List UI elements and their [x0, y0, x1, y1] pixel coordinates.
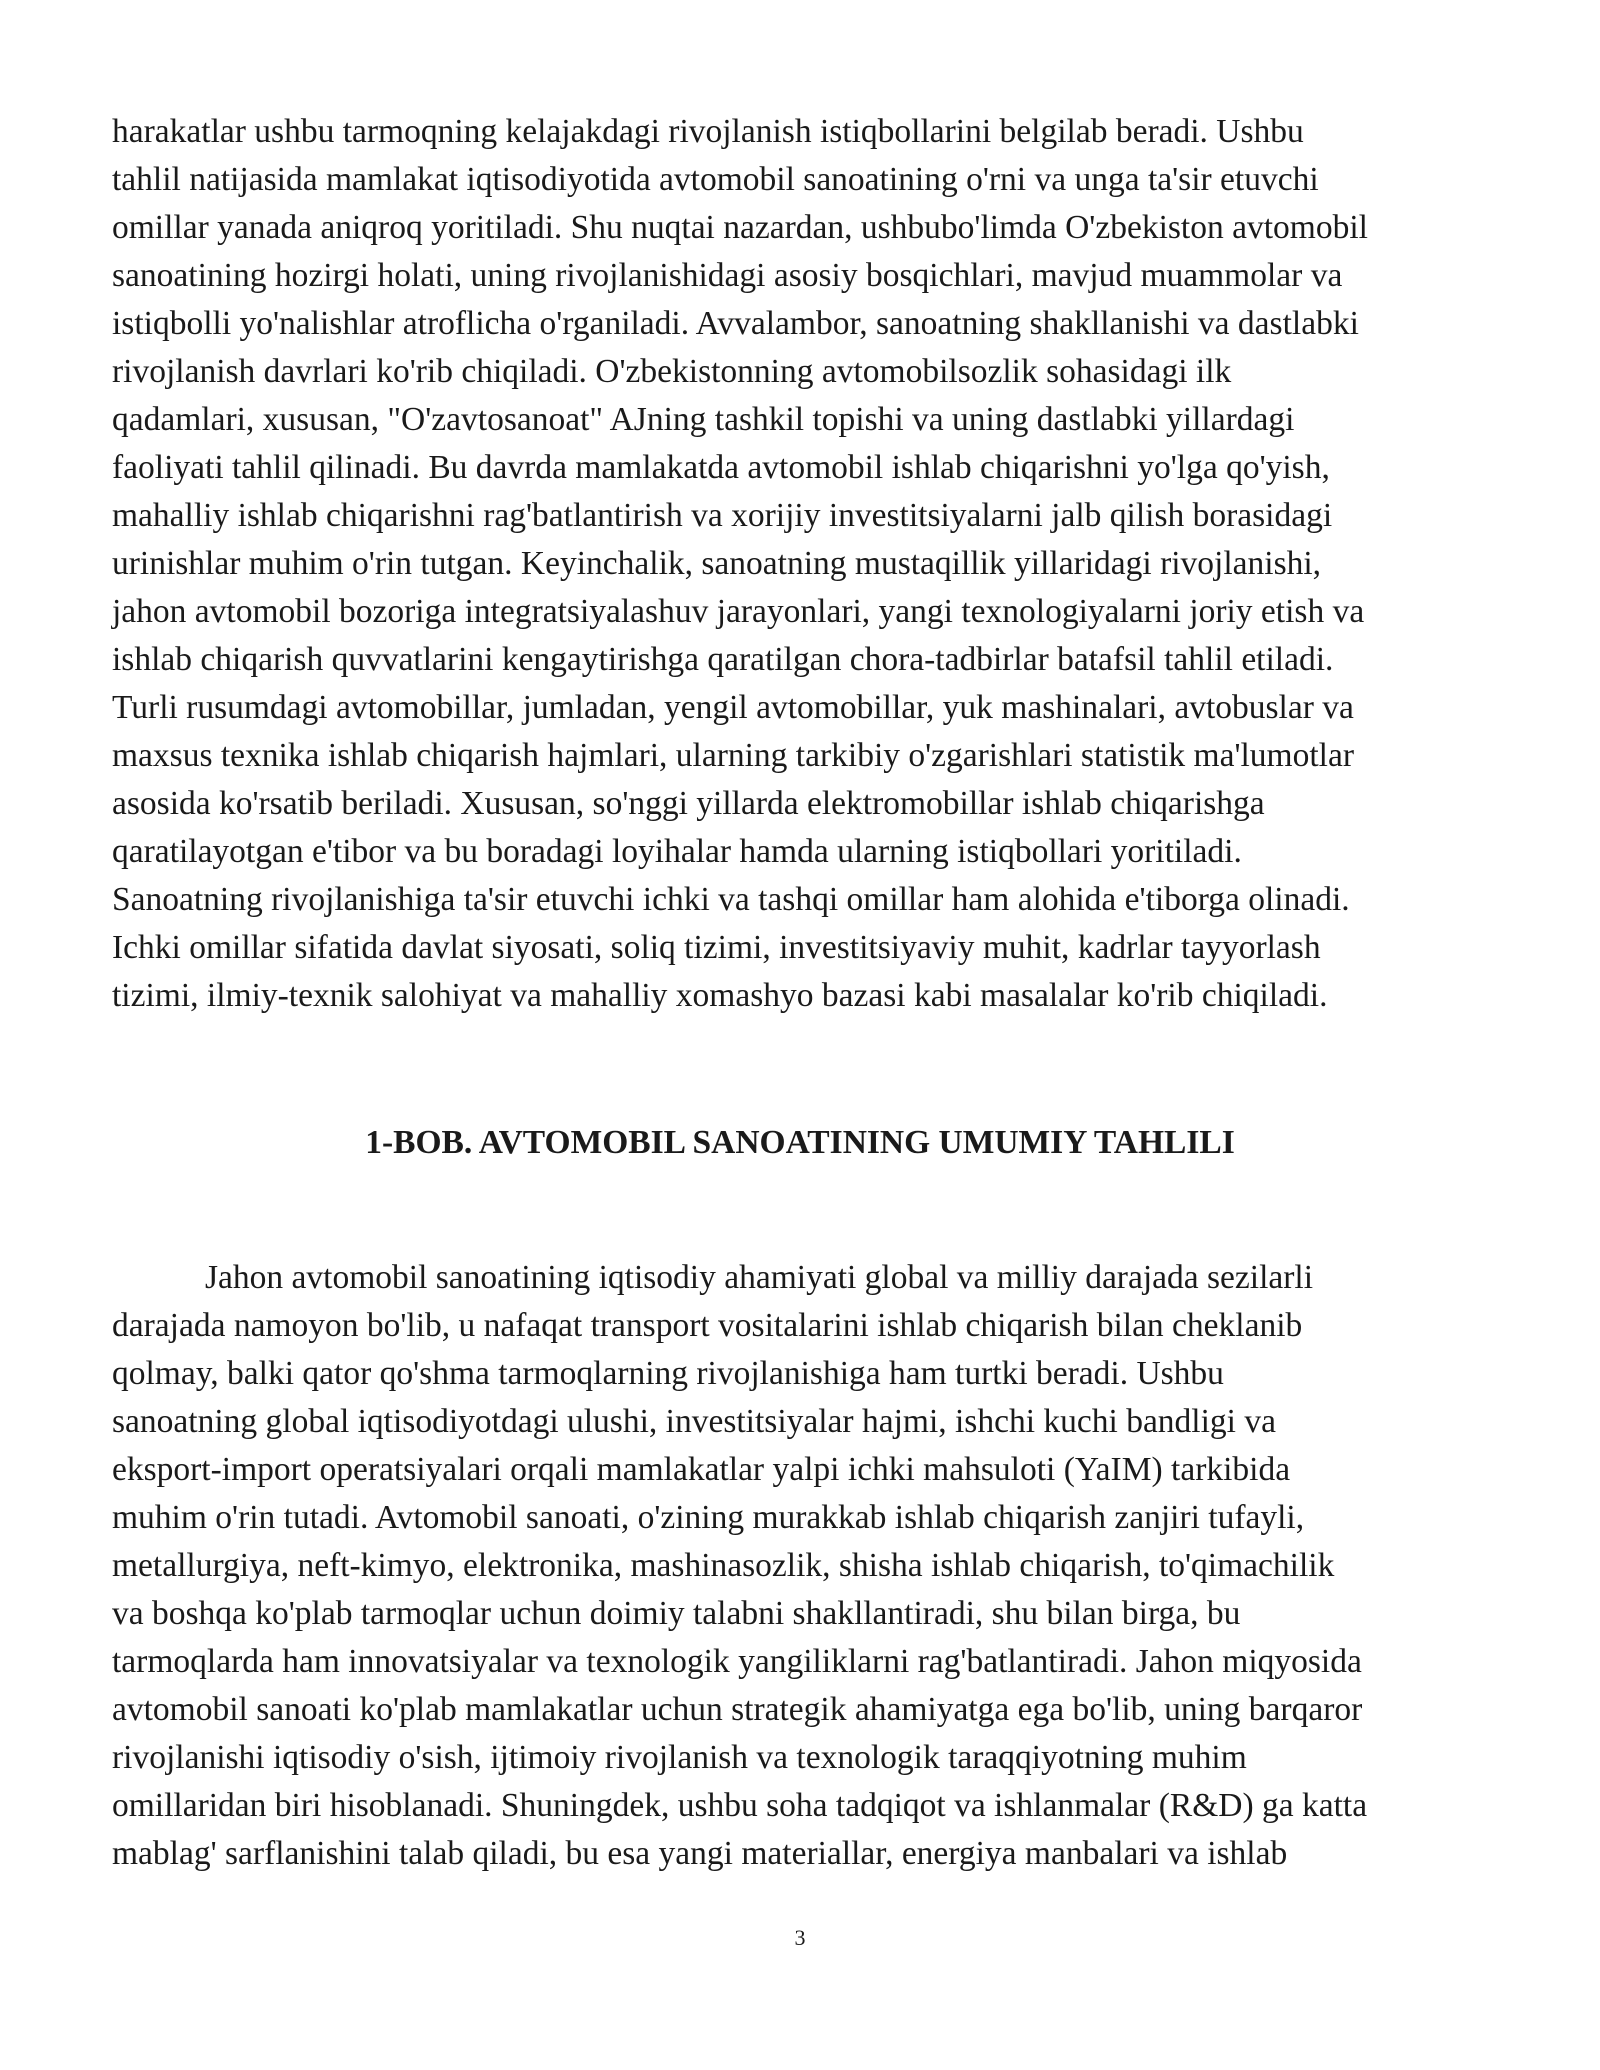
text-line: sanoatning global iqtisodiyotdagi ulushi, investitsiyalar hajmi, ishchi kuchi bandligi va — [112, 1403, 1276, 1440]
text-line: eksport-import operatsiyalari orqali mamlakatlar yalpi ichki mahsuloti (YaIM) tarkibida — [112, 1451, 1291, 1488]
text-line: sanoatining hozirgi holati, uning rivojlanishidagi asosiy bosqichlari, mavjud muammolar va — [112, 257, 1343, 294]
text-line: rivojlanishi iqtisodiy o'sish, ijtimoiy rivojlanish va texnologik taraqqiyotning muhim — [112, 1739, 1247, 1776]
text-line: Turli rusumdagi avtomobillar, jumladan, yengil avtomobillar, yuk mashinalari, avtobuslar va — [112, 689, 1354, 726]
text-line: tizimi, ilmiy-texnik salohiyat va mahalliy xomashyo bazasi kabi masalalar ko'rib chiqiladi. — [112, 977, 1328, 1014]
text-line: maxsus texnika ishlab chiqarish hajmlari, ularning tarkibiy o'zgarishlari statistik ma'lumotlar — [112, 737, 1354, 774]
text-line: rivojlanish davrlari ko'rib chiqiladi. O'zbekistonning avtomobilsozlik sohasidagi ilk — [112, 353, 1232, 390]
page-number: 3 — [794, 1925, 806, 1950]
text-line: faoliyati tahlil qilinadi. Bu davrda mamlakatda avtomobil ishlab chiqarishni yo'lga qo'yish, — [112, 449, 1330, 486]
text-line: qolmay, balki qator qo'shma tarmoqlarning rivojlanishiga ham turtki beradi. Ushbu — [112, 1355, 1224, 1392]
text-line: harakatlar ushbu tarmoqning kelajakdagi rivojlanish istiqbollarini belgilab beradi. Ushbu — [112, 113, 1304, 150]
text-line: qadamlari, xususan, "O'zavtosanoat" AJning tashkil topishi va uning dastlabki yillardagi — [112, 401, 1295, 438]
text-line: jahon avtomobil bozoriga integratsiyalashuv jarayonlari, yangi texnologiyalarni joriy etish va — [112, 593, 1365, 630]
text-line: omillaridan biri hisoblanadi. Shuningdek, ushbu soha tadqiqot va ishlanmalar (R&D) ga katta — [112, 1787, 1368, 1824]
text-line: asosida ko'rsatib beriladi. Xususan, so'nggi yillarda elektromobillar ishlab chiqarishga — [112, 785, 1265, 822]
text-line: tahlil natijasida mamlakat iqtisodiyotida avtomobil sanoatining o'rni va unga ta'sir etuvchi — [112, 161, 1319, 198]
text-line: Jahon avtomobil sanoatining iqtisodiy ahamiyati global va milliy darajada sezilarli — [205, 1259, 1314, 1296]
text-line: ishlab chiqarish quvvatlarini kengaytirishga qaratilgan chora-tadbirlar batafsil tahlil etiladi. — [112, 641, 1334, 678]
text-line: mablag' sarflanishini talab qiladi, bu esa yangi materiallar, energiya manbalari va ishlab — [112, 1835, 1288, 1872]
chapter-heading: 1-BOB. AVTOMOBIL SANOATINING UMUMIY TAHLILI — [365, 1124, 1235, 1161]
text-line: darajada namoyon bo'lib, u nafaqat transport vositalarini ishlab chiqarish bilan cheklanib — [112, 1307, 1303, 1344]
text-line: mahalliy ishlab chiqarishni rag'batlantirish va xorijiy investitsiyalarni jalb qilish borasidagi — [112, 497, 1333, 534]
text-line: avtomobil sanoati ko'plab mamlakatlar uchun strategik ahamiyatga ega bo'lib, uning barqaror — [112, 1691, 1363, 1728]
text-line: metallurgiya, neft-kimyo, elektronika, mashinasozlik, shisha ishlab chiqarish, to'qimachilik — [112, 1547, 1335, 1584]
text-line: urinishlar muhim o'rin tutgan. Keyinchalik, sanoatning mustaqillik yillaridagi rivojlanishi, — [112, 545, 1322, 582]
text-line: omillar yanada aniqroq yoritiladi. Shu nuqtai nazardan, ushbubo'limda O'zbekiston avtomobil — [112, 209, 1368, 246]
text-line: tarmoqlarda ham innovatsiyalar va texnologik yangiliklarni rag'batlantiradi. Jahon miqyosida — [112, 1643, 1362, 1680]
text-line: va boshqa ko'plab tarmoqlar uchun doimiy talabni shakllantiradi, shu bilan birga, bu — [112, 1595, 1241, 1632]
text-line: muhim o'rin tutadi. Avtomobil sanoati, o'zining murakkab ishlab chiqarish zanjiri tufayli, — [112, 1499, 1305, 1536]
text-line: qaratilayotgan e'tibor va bu boradagi loyihalar hamda ularning istiqbollari yoritiladi. — [112, 833, 1242, 870]
text-line: Ichki omillar sifatida davlat siyosati, soliq tizimi, investitsiyaviy muhit, kadrlar tayyorlash — [112, 929, 1321, 966]
text-line: Sanoatning rivojlanishiga ta'sir etuvchi ichki va tashqi omillar ham alohida e'tiborga olinadi. — [112, 881, 1350, 918]
text-line: istiqbolli yo'nalishlar atroflicha o'rganiladi. Avvalambor, sanoatning shakllanishi va dastlabki — [112, 305, 1359, 342]
